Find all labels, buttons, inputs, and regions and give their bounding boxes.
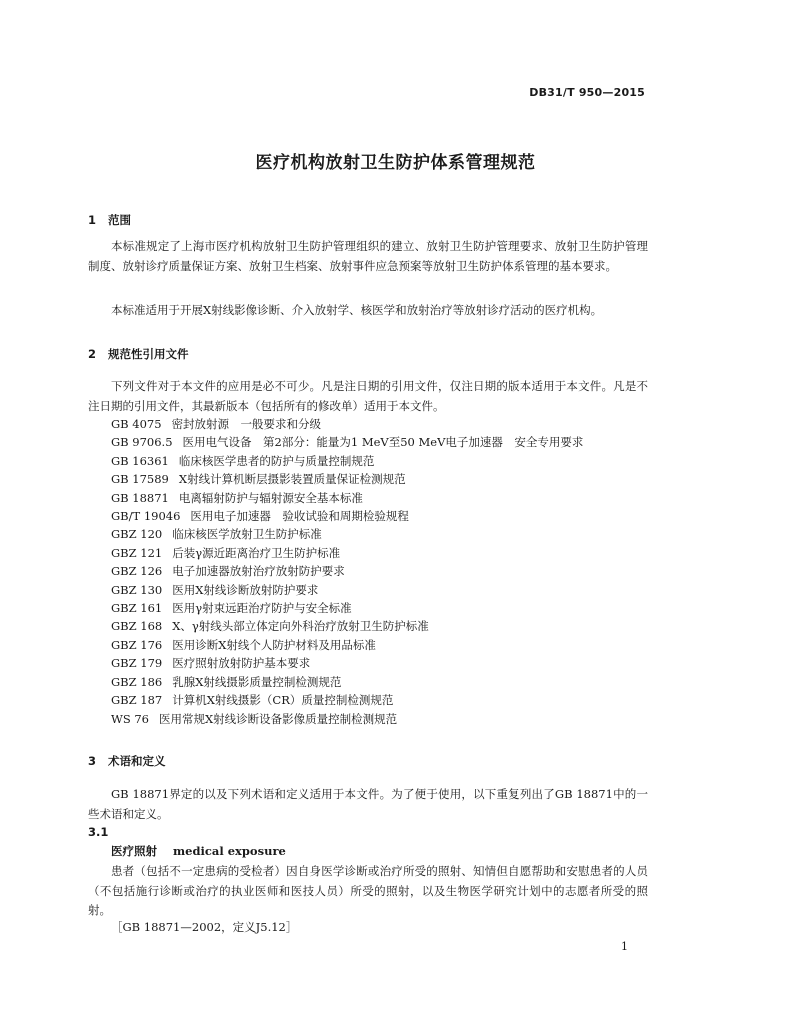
reference-title: 医用γ射束远距治疗防护与安全标准 — [172, 601, 352, 616]
term-english: medical exposure — [173, 844, 286, 858]
reference-code: GBZ 121 — [111, 545, 163, 560]
reference-title: 医用X射线诊断放射防护要求 — [172, 582, 319, 597]
reference-title: 后装γ源近距离治疗卫生防护标准 — [172, 545, 341, 560]
reference-title: 医用电气设备 第2部分：能量为1 MeV至50 MeV电子加速器 安全专用要求 — [182, 435, 584, 450]
reference-code: GBZ 186 — [111, 674, 163, 689]
reference-code: GB 18871 — [111, 490, 169, 505]
reference-code: GBZ 168 — [111, 619, 163, 634]
reference-title: X射线计算机断层摄影装置质量保证检测规范 — [178, 472, 406, 487]
reference-list — [111, 415, 583, 728]
reference-item — [111, 599, 583, 617]
reference-code: GB/T 19046 — [111, 509, 181, 524]
reference-title: 密封放射源 一般要求和分级 — [171, 417, 322, 431]
page-number: 1 — [621, 940, 628, 953]
reference-item — [111, 710, 583, 728]
term-source: ［GB 18871—2002，定义J5.12］ — [111, 920, 298, 934]
term-clause-number: 3.1 — [88, 825, 109, 839]
reference-title: 医用诊断X射线个人防护材料及用品标准 — [172, 637, 376, 652]
reference-title: 医疗照射放射防护基本要求 — [172, 656, 311, 671]
reference-code: GBZ 179 — [111, 656, 163, 671]
scope-paragraph-1: 本标准规定了上海市医疗机构放射卫生防护管理组织的建立、放射卫生防护管理要求、放射卫生防护管理制度、放射诊疗质量保证方案、放射卫生档案、放射事件应急预案等放射卫生防护体系管理的基本要求。 — [88, 239, 648, 273]
reference-item — [111, 562, 583, 580]
section-number: 3 — [88, 754, 97, 768]
reference-code: GBZ 176 — [111, 637, 163, 652]
reference-item — [111, 433, 583, 451]
reference-item — [111, 470, 583, 488]
reference-code: GBZ 120 — [111, 527, 163, 542]
term-definition: 患者（包括不一定患病的受检者）因自身医学诊断或治疗所受的照射、知情但自愿帮助和安慰患者的人员（不包括施行诊断或治疗的执业医师和医技人员）所受的照射，以及生物医学研究计划中的志愿者所受的照射。 — [88, 864, 648, 917]
term-chinese: 医疗照射 — [111, 844, 157, 858]
reference-title: 医用电子加速器 验收试验和周期检验规程 — [190, 509, 409, 524]
section-title: 术语和定义 — [108, 754, 166, 768]
terms-intro-paragraph: GB 18871界定的以及下列术语和定义适用于本文件。为了便于使用，以下重复列出了GB 18871中的一些术语和定义。 — [88, 787, 648, 821]
section-3-heading — [88, 753, 166, 769]
reference-item — [111, 544, 583, 562]
reference-code: GB 17589 — [111, 472, 169, 487]
reference-title: 计算机X射线摄影（CR）质量控制检测规范 — [172, 693, 394, 708]
reference-title: 电离辐射防护与辐射源安全基本标准 — [178, 490, 363, 505]
reference-item — [111, 452, 583, 470]
reference-code: GB 9706.5 — [111, 435, 173, 450]
reference-item — [111, 489, 583, 507]
reference-item — [111, 654, 583, 672]
reference-code: GBZ 187 — [111, 693, 163, 708]
reference-item — [111, 636, 583, 654]
section-number: 2 — [88, 347, 97, 361]
reference-title: 临床核医学患者的防护与质量控制规范 — [178, 453, 375, 468]
section-title: 规范性引用文件 — [108, 347, 189, 361]
section-1-heading — [88, 212, 131, 228]
reference-code: GBZ 161 — [111, 601, 163, 616]
reference-title: X、γ射线头部立体定向外科治疗放射卫生防护标准 — [172, 619, 429, 634]
reference-title: 电子加速器放射治疗放射防护要求 — [172, 564, 345, 579]
document-title: 医疗机构放射卫生防护体系管理规范 — [255, 153, 536, 173]
reference-item — [111, 581, 583, 599]
reference-code: GB 4075 — [111, 417, 162, 431]
scope-paragraph-2: 本标准适用于开展X射线影像诊断、介入放射学、核医学和放射治疗等放射诊疗活动的医疗机构。 — [111, 303, 603, 317]
reference-item — [111, 673, 583, 691]
reference-code: GBZ 126 — [111, 564, 163, 579]
section-number: 1 — [88, 213, 97, 227]
term-entry — [111, 843, 286, 859]
reference-item — [111, 691, 583, 709]
reference-code: GBZ 130 — [111, 582, 163, 597]
normative-references-intro: 下列文件对于本文件的应用是必不可少。凡是注日期的引用文件，仅注日期的版本适用于本文件。凡是不注日期的引用文件，其最新版本（包括所有的修改单）适用于本文件。 — [88, 379, 648, 413]
reference-title: 临床核医学放射卫生防护标准 — [172, 527, 322, 542]
standard-number: DB31/T 950—2015 — [529, 86, 645, 99]
reference-code: WS 76 — [111, 711, 149, 726]
reference-title: 医用常规X射线诊断设备影像质量控制检测规范 — [159, 711, 398, 726]
reference-code: GB 16361 — [111, 453, 169, 468]
reference-item — [111, 525, 583, 543]
section-2-heading — [88, 346, 189, 362]
reference-item — [111, 507, 583, 525]
reference-item — [111, 415, 583, 433]
reference-title: 乳腺X射线摄影质量控制检测规范 — [172, 674, 342, 689]
section-title: 范围 — [108, 213, 131, 227]
reference-item — [111, 617, 583, 635]
